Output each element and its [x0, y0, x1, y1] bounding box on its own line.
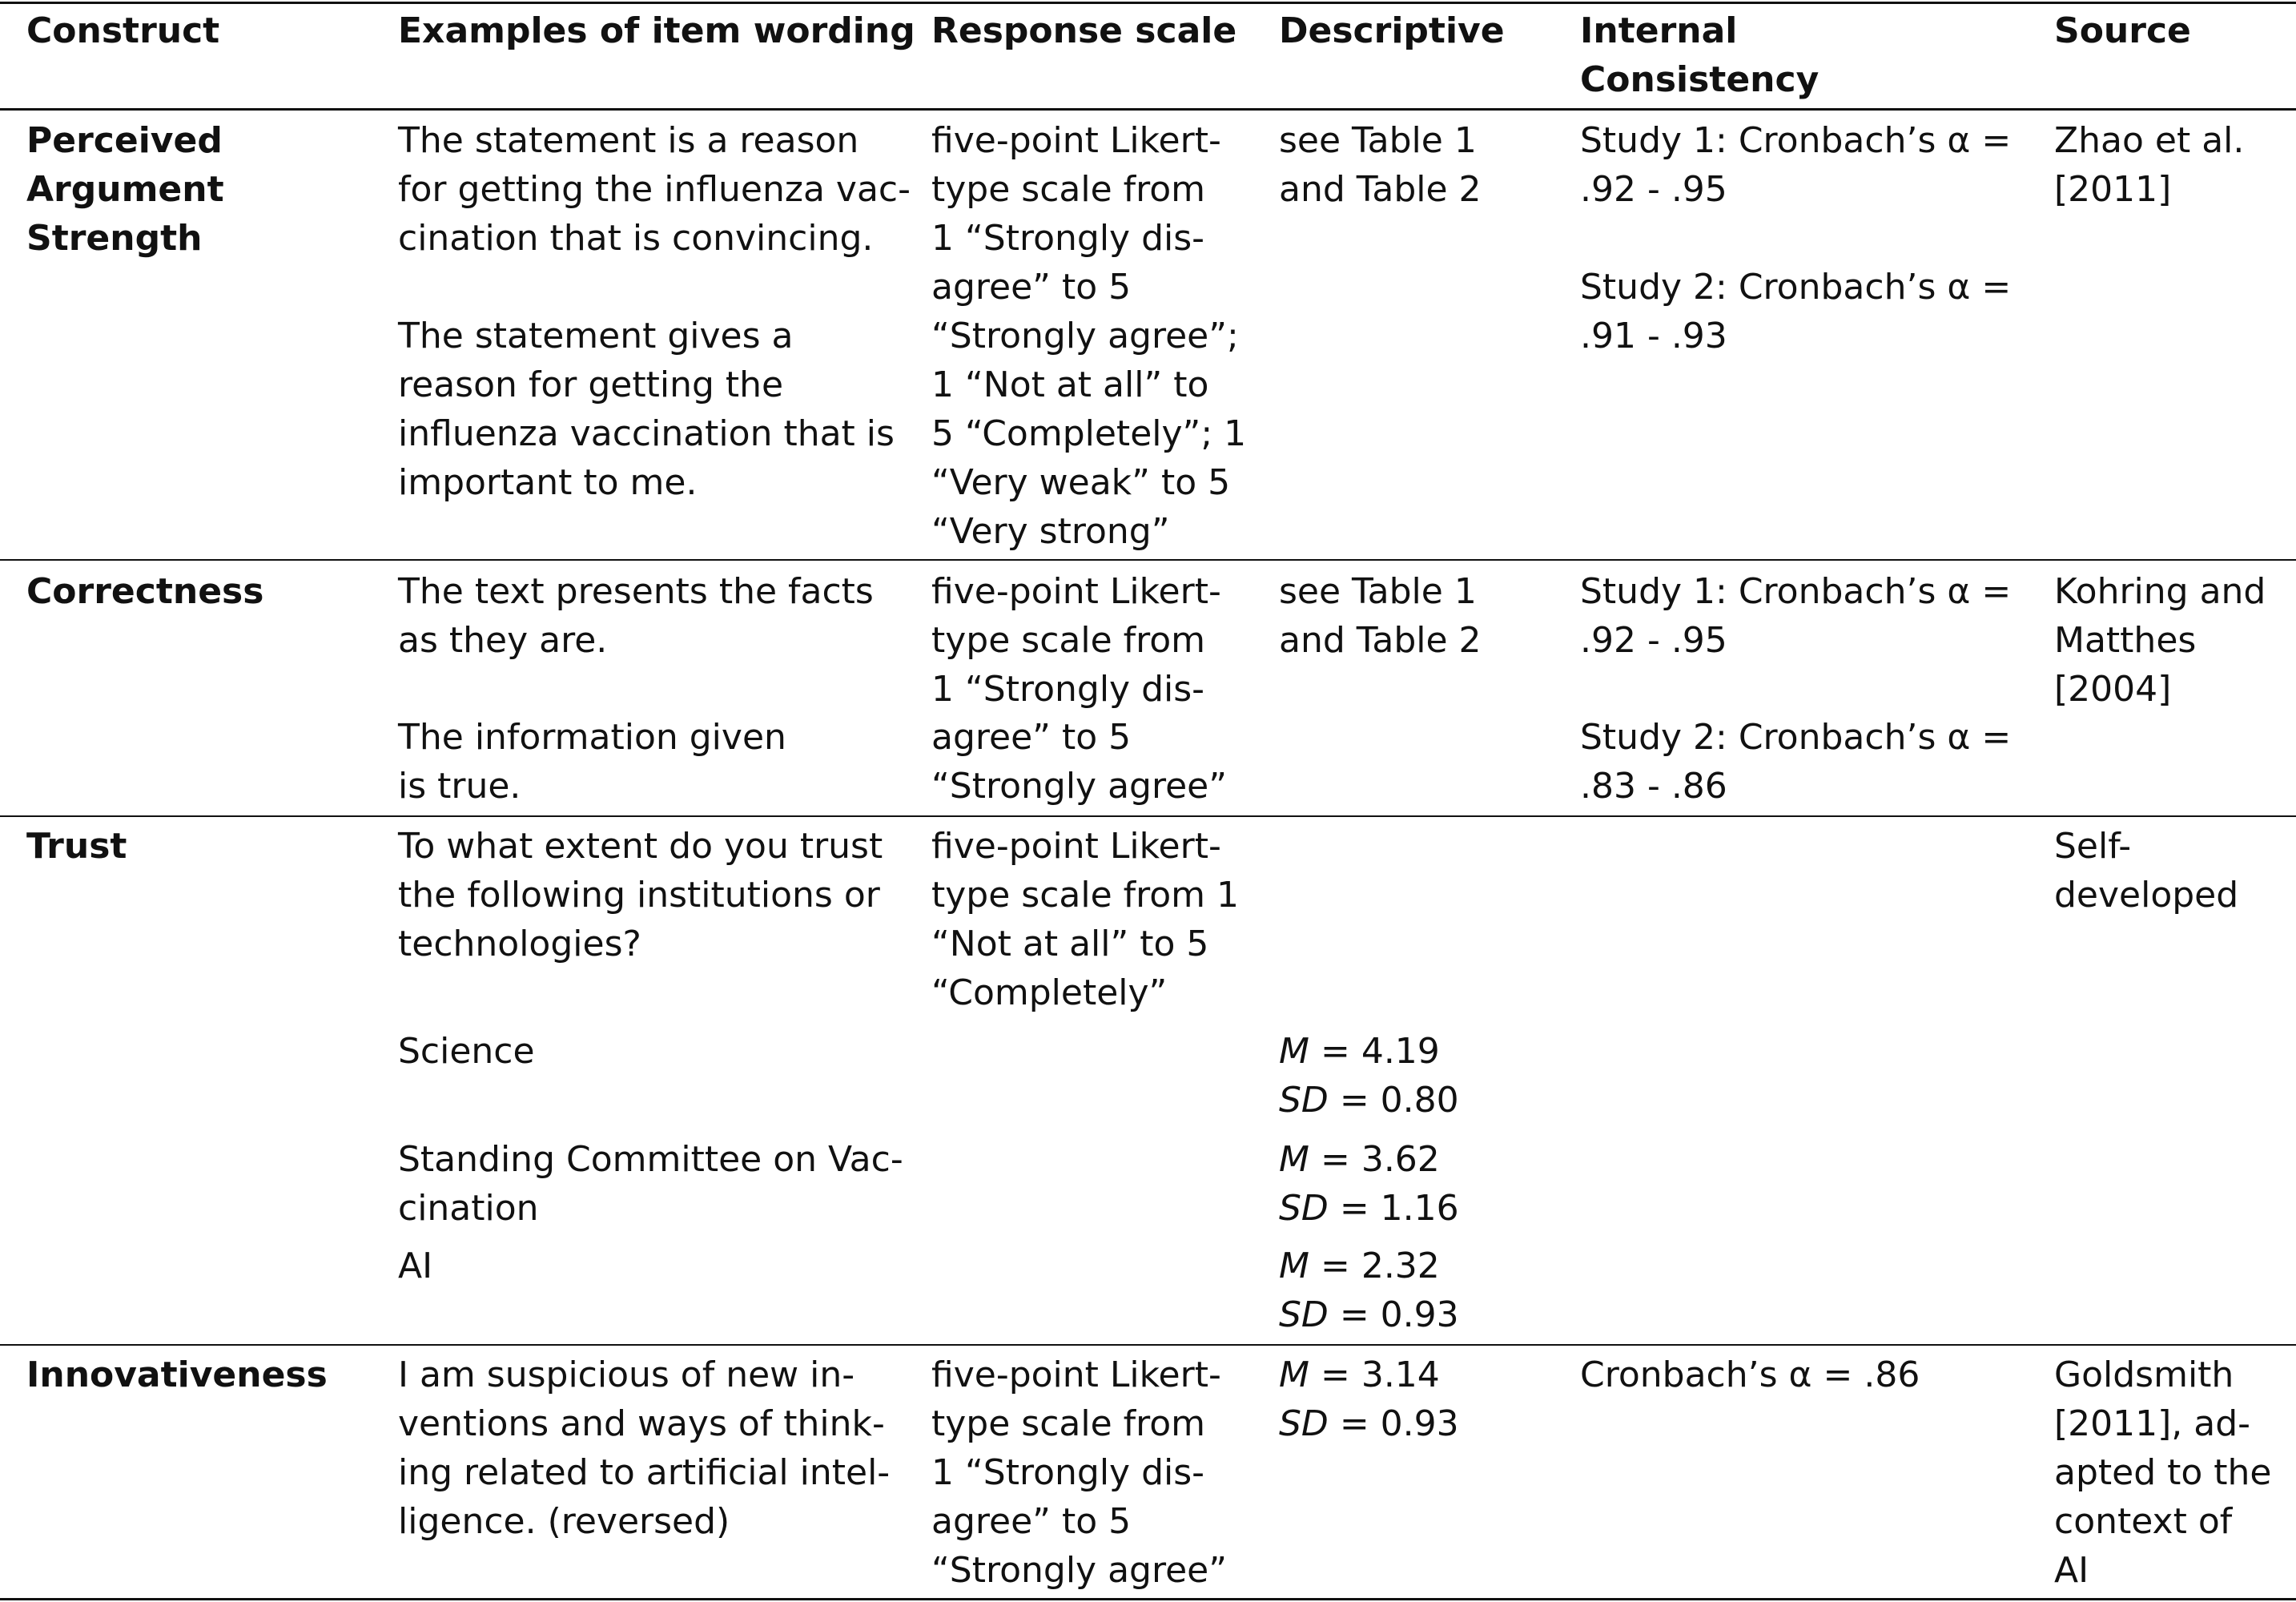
item-wording-line: as they are.	[398, 620, 608, 661]
scale-line: 5 “Completely”; 1	[931, 413, 1247, 454]
header-examples: Examples of item wording	[398, 10, 915, 51]
descriptive-line: and Table 2	[1279, 169, 1482, 210]
scale-line: agree” to 5	[931, 1501, 1132, 1542]
construct-label: Innovativeness	[26, 1354, 328, 1395]
descriptive-line: see Table 1	[1279, 120, 1477, 161]
scale-line: five-point Likert-	[931, 1354, 1221, 1395]
item-wording-line: influenza vaccination that is	[398, 413, 895, 454]
item-wording-line: technologies?	[398, 924, 641, 964]
row-rule-1	[0, 559, 2296, 561]
consistency-line: Study 1: Cronbach’s α =	[1580, 571, 2012, 612]
source-line: [2011]	[2054, 169, 2172, 210]
item-wording-line: ing related to artificial intel-	[398, 1452, 891, 1493]
item-wording-line: reason for getting the	[398, 364, 784, 405]
item-wording-line: The statement gives a	[398, 316, 794, 356]
source-line: Matthes	[2054, 620, 2197, 661]
bottom-rule	[0, 1598, 2296, 1600]
sd-value: SD = 0.93	[1279, 1294, 1459, 1335]
descriptive-line: see Table 1	[1279, 571, 1477, 612]
item-wording-line: The text presents the facts	[398, 571, 874, 612]
scale-line: “Completely”	[931, 972, 1168, 1013]
header-construct: Construct	[26, 10, 220, 51]
scale-line: “Strongly agree”;	[931, 316, 1239, 356]
construct-label: Trust	[26, 826, 127, 867]
scale-line: type scale from	[931, 169, 1206, 210]
construct-label: Correctness	[26, 571, 264, 612]
construct-label: Strength	[26, 218, 203, 259]
scale-line: type scale from	[931, 620, 1206, 661]
source-line: Kohring and	[2054, 571, 2266, 612]
header-rule	[0, 108, 2296, 111]
top-rule	[0, 2, 2296, 4]
source-line: [2004]	[2054, 669, 2172, 710]
consistency-line: .92 - .95	[1580, 620, 1727, 661]
mean-value: M = 4.19	[1279, 1031, 1440, 1072]
consistency-line: .92 - .95	[1580, 169, 1727, 210]
sd-value: SD = 0.93	[1279, 1403, 1459, 1444]
header-descriptive: Descriptive	[1279, 10, 1505, 51]
scale-line: five-point Likert-	[931, 120, 1221, 161]
scale-line: “Strongly agree”	[931, 1550, 1228, 1591]
scale-line: “Very weak” to 5	[931, 462, 1231, 503]
mean-value: M = 3.14	[1279, 1354, 1440, 1395]
scale-line: type scale from 1	[931, 875, 1240, 916]
header-consistency: Consistency	[1580, 59, 1820, 100]
construct-label: Argument	[26, 169, 224, 210]
scale-line: “Strongly agree”	[931, 766, 1228, 807]
source-line: [2011], ad-	[2054, 1403, 2251, 1444]
item-wording-line: I am suspicious of new in-	[398, 1354, 855, 1395]
consistency-line: Study 2: Cronbach’s α =	[1580, 717, 2012, 758]
trust-item-label: Science	[398, 1031, 535, 1072]
row-rule-2	[0, 815, 2296, 817]
item-wording-line: for getting the influenza vac-	[398, 169, 911, 210]
trust-item-label: cination	[398, 1188, 539, 1229]
sd-value: SD = 1.16	[1279, 1188, 1459, 1229]
mean-value: M = 2.32	[1279, 1246, 1440, 1286]
scale-line: five-point Likert-	[931, 571, 1221, 612]
item-wording-line: The statement is a reason	[398, 120, 859, 161]
scale-line: five-point Likert-	[931, 826, 1221, 867]
source-line: developed	[2054, 875, 2239, 916]
scale-line: 1 “Strongly dis-	[931, 669, 1205, 710]
sd-value: SD = 0.80	[1279, 1080, 1459, 1121]
item-wording-line: ligence. (reversed)	[398, 1501, 730, 1542]
item-wording-line: ventions and ways of think-	[398, 1403, 885, 1444]
item-wording-line: the following institutions or	[398, 875, 880, 916]
scale-line: agree” to 5	[931, 267, 1132, 308]
row-rule-3	[0, 1344, 2296, 1346]
source-line: Self-	[2054, 826, 2132, 867]
scale-line: 1 “Strongly dis-	[931, 218, 1205, 259]
item-wording-line: The information given	[398, 717, 786, 758]
item-wording-line: important to me.	[398, 462, 698, 503]
source-line: Goldsmith	[2054, 1354, 2234, 1395]
consistency-line: Study 2: Cronbach’s α =	[1580, 267, 2012, 308]
source-line: AI	[2054, 1550, 2089, 1591]
header-consistency: Internal	[1580, 10, 1738, 51]
scale-line: agree” to 5	[931, 717, 1132, 758]
source-line: context of	[2054, 1501, 2233, 1542]
scale-line: type scale from	[931, 1403, 1206, 1444]
consistency-line: .83 - .86	[1580, 766, 1727, 807]
item-wording-line: is true.	[398, 766, 521, 807]
trust-item-label: Standing Committee on Vac-	[398, 1139, 903, 1180]
source-line: Zhao et al.	[2054, 120, 2245, 161]
scale-line: 1 “Strongly dis-	[931, 1452, 1205, 1493]
mean-value: M = 3.62	[1279, 1139, 1440, 1180]
header-scale: Response scale	[931, 10, 1237, 51]
trust-item-label: AI	[398, 1246, 433, 1286]
source-line: apted to the	[2054, 1452, 2272, 1493]
descriptive-line: and Table 2	[1279, 620, 1482, 661]
scale-line: “Not at all” to 5	[931, 924, 1209, 964]
consistency-line: .91 - .93	[1580, 316, 1727, 356]
header-source: Source	[2054, 10, 2191, 51]
consistency-line: Cronbach’s α = .86	[1580, 1354, 1920, 1395]
construct-label: Perceived	[26, 120, 223, 161]
scale-line: 1 “Not at all” to	[931, 364, 1209, 405]
item-wording-line: cination that is convincing.	[398, 218, 874, 259]
item-wording-line: To what extent do you trust	[398, 826, 883, 867]
scale-line: “Very strong”	[931, 511, 1170, 552]
consistency-line: Study 1: Cronbach’s α =	[1580, 120, 2012, 161]
